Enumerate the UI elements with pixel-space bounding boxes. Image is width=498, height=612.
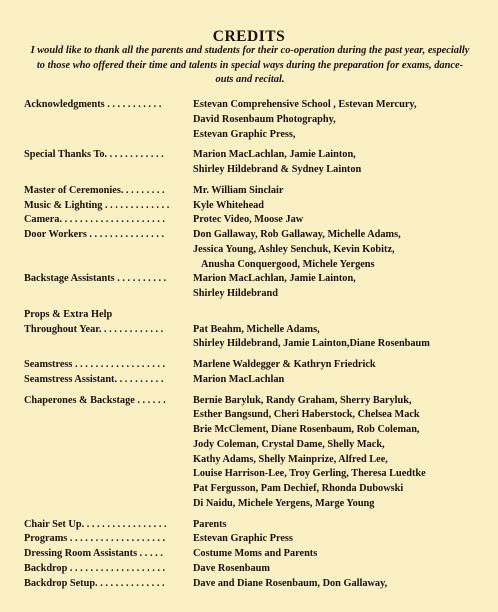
credit-role xyxy=(24,308,194,338)
credit-name-line: Mr. William Sinclair xyxy=(193,184,284,196)
credit-role-label: Master of Ceremonies. . . . . . . . . xyxy=(24,184,165,196)
credit-names xyxy=(193,148,489,178)
credit-role-label: Programs . . . . . . . . . . . . . . . . . . . xyxy=(24,533,166,545)
credit-entry-dressing-room xyxy=(24,547,489,562)
page-title: CREDITS xyxy=(212,28,286,45)
credit-names xyxy=(193,213,489,228)
credit-names xyxy=(193,358,489,373)
credit-role xyxy=(24,228,194,243)
credit-entry-acknowledgments xyxy=(24,98,489,142)
credit-name-line: Anusha Conquergood, Michele Yergens xyxy=(201,258,375,270)
credit-entry-door-workers xyxy=(24,228,489,272)
credit-role-label: Camera. . . . . . . . . . . . . . . . . . . . . xyxy=(24,214,165,226)
credit-names xyxy=(193,518,489,533)
credit-role xyxy=(24,562,194,577)
credit-role-label: Throughout Year. . . . . . . . . . . . . xyxy=(24,323,164,335)
credit-name-line: Parents xyxy=(193,518,227,530)
credit-role-label: Dressing Room Assistants . . . . . xyxy=(24,548,163,559)
credit-role-label: Seamstress . . . . . . . . . . . . . . . . . . xyxy=(24,359,166,370)
credit-name-line: Marion MacLachlan, Jamie Lainton, xyxy=(193,149,356,161)
credit-entry-music-lighting xyxy=(24,199,489,214)
credit-name-line: Di Naidu, Michele Yergens, Marge Young xyxy=(193,497,375,509)
credit-entry-chaperones xyxy=(24,394,489,512)
credit-names xyxy=(193,547,489,562)
intro-paragraph: I would like to thank all the parents and students for their co-operation during the past year, especially to those who offered their time and talents in special ways during the preparation for exams, dance-outs and recital. xyxy=(30,45,470,86)
credit-entry-camera xyxy=(24,213,489,228)
credit-role xyxy=(24,199,194,214)
credit-entry-special-thanks xyxy=(24,148,489,178)
credit-role xyxy=(24,184,194,199)
credit-names xyxy=(193,577,489,592)
credit-name-line: Esther Bangsund, Cheri Haberstock, Chelsea Mack xyxy=(193,409,420,421)
credit-name-line: Shirley Hildebrand xyxy=(193,288,278,299)
credit-entry-master-of-ceremonies xyxy=(24,184,489,199)
credit-name-line: Brie McClement, Diane Rosenbaum, Rob Coleman, xyxy=(193,424,420,435)
credit-role-label: Music & Lighting . . . . . . . . . . . . . xyxy=(24,199,170,211)
credit-role-label: Special Thanks To. . . . . . . . . . . . xyxy=(24,149,164,161)
credit-name-line: Protec Video, Moose Jaw xyxy=(193,214,304,226)
credit-role xyxy=(24,518,194,533)
credit-names xyxy=(193,532,489,547)
credit-entry-backdrop-setup xyxy=(24,577,489,592)
credit-entry-chair-set-up xyxy=(24,518,489,533)
credit-name-line: Estevan Graphic Press, xyxy=(193,128,296,140)
credit-role-label: Backstage Assistants . . . . . . . . . . xyxy=(24,273,167,285)
credit-role-label: Chaperones & Backstage . . . . . . xyxy=(24,394,166,406)
credit-name-line: Costume Moms and Parents xyxy=(193,548,318,559)
credit-name-line: Marion MacLachlan xyxy=(193,373,285,385)
credit-name-line: Dave Rosenbaum xyxy=(193,562,270,574)
credit-role xyxy=(24,272,194,287)
credit-role-label: Backdrop Setup. . . . . . . . . . . . . . xyxy=(24,577,165,589)
credit-name-line: Shirley Hildebrand & Sydney Lainton xyxy=(193,164,362,175)
credit-name-line: Estevan Comprehensive School , Estevan Mercury, xyxy=(193,99,417,110)
credit-name-line: Jody Coleman, Crystal Dame, Shelly Mack, xyxy=(193,438,385,450)
credit-role-label: Backdrop . . . . . . . . . . . . . . . . . . . xyxy=(24,562,166,574)
credits-list xyxy=(24,98,489,591)
credit-name-line: Pat Beahm, Michelle Adams, xyxy=(193,323,320,335)
credit-role-label: Door Workers . . . . . . . . . . . . . . . xyxy=(24,229,165,240)
credit-entry-backstage-assistants xyxy=(24,272,489,302)
credit-role-label: Acknowledgments . . . . . . . . . . . xyxy=(24,99,162,110)
credit-entry-programs xyxy=(24,532,489,547)
credit-role-label: Chair Set Up. . . . . . . . . . . . . . . . . xyxy=(24,518,167,530)
credit-entry-seamstress xyxy=(24,358,489,373)
credit-role xyxy=(24,213,194,228)
credit-role xyxy=(24,394,194,409)
credit-name-line: Dave and Diane Rosenbaum, Don Gallaway, xyxy=(193,577,388,589)
credit-role-label: Seamstress Assistant. . . . . . . . . . xyxy=(24,373,164,385)
credit-name-line: Marion MacLachlan, Jamie Lainton, xyxy=(193,273,356,285)
credit-name-line: Estevan Graphic Press xyxy=(193,533,293,545)
credit-role xyxy=(24,98,194,113)
credit-role xyxy=(24,373,194,388)
credit-names xyxy=(193,562,489,577)
credit-role xyxy=(24,532,194,547)
credit-names xyxy=(193,308,489,352)
credit-role xyxy=(24,358,194,373)
credit-name-line: Don Gallaway, Rob Gallaway, Michelle Adams, xyxy=(193,229,401,240)
credit-entry-seamstress-assistant xyxy=(24,373,489,388)
credit-name-line: Louise Harrison-Lee, Troy Gerling, Theresa Luedtke xyxy=(193,468,426,480)
credit-name-line: Pat Fergusson, Pam Dechief, Rhonda Dubowski xyxy=(193,483,404,494)
credit-entry-backdrop xyxy=(24,562,489,577)
credit-role-prefix: Props & Extra Help xyxy=(24,308,113,320)
credit-name-line: Shirley Hildebrand, Jamie Lainton,Diane Rosenbaum xyxy=(193,338,430,350)
credit-names xyxy=(193,373,489,388)
credit-name-line: Bernie Baryluk, Randy Graham, Sherry Baryluk, xyxy=(193,394,412,406)
credit-names xyxy=(193,228,489,272)
credit-name-line: Kyle Whitehead xyxy=(193,199,265,211)
credit-names xyxy=(193,98,489,142)
credit-name-line: Kathy Adams, Shelly Mainprize, Alfred Lee, xyxy=(193,453,388,465)
credit-role xyxy=(24,577,194,592)
credit-role xyxy=(24,547,194,562)
credit-entry-props xyxy=(24,308,489,352)
credit-names xyxy=(193,272,489,302)
credit-names xyxy=(193,394,489,512)
credit-name-line: David Rosenbaum Photography, xyxy=(193,113,336,125)
credit-name-line: Jessica Young, Ashley Senchuk, Kevin Kobitz, xyxy=(193,243,395,255)
credit-names xyxy=(193,184,489,199)
credit-role xyxy=(24,148,194,163)
credit-names xyxy=(193,199,489,214)
credit-name-line: Marlene Waldegger & Kathryn Friedrick xyxy=(193,359,376,370)
